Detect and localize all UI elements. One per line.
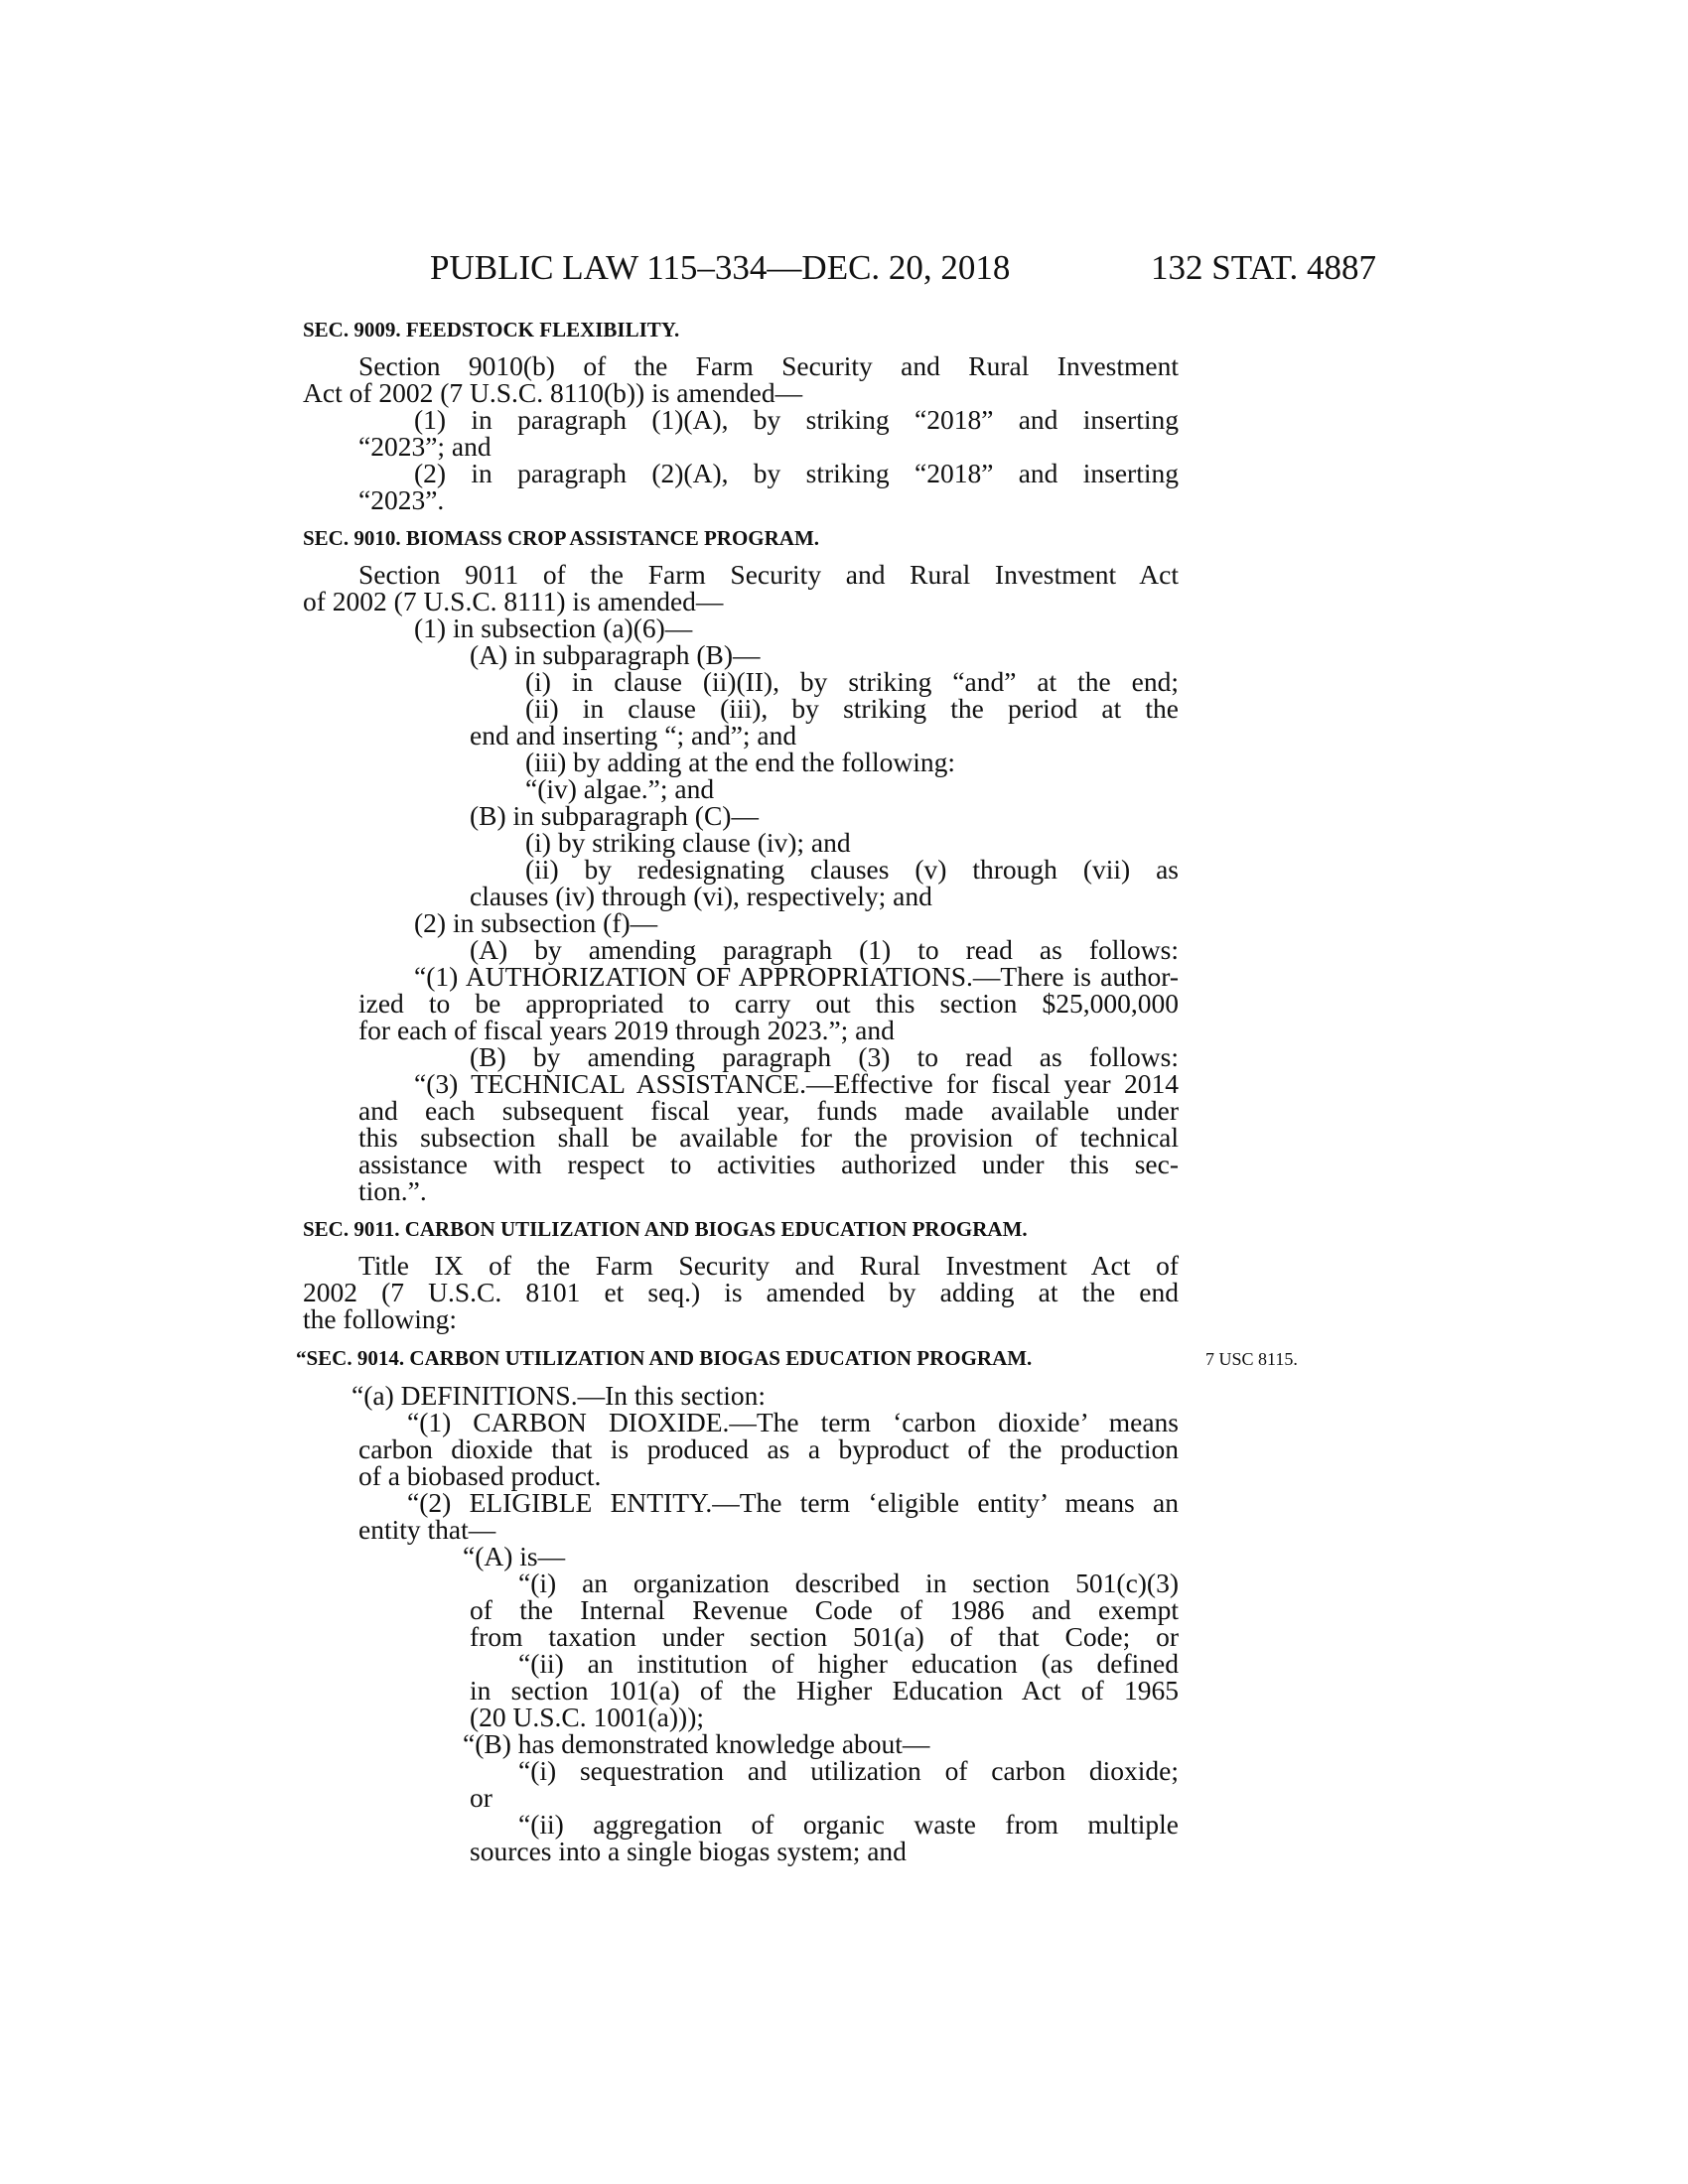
text-line: “(i) sequestration and utilization of carbon dioxide; — [518, 1755, 1179, 1786]
text-line: (iii) by adding at the end the following: — [525, 747, 956, 777]
text-line: “(ii) aggregation of organic waste from multiple — [518, 1809, 1179, 1840]
text-line: “(iv) algae.”; and — [525, 773, 715, 804]
text-line: (i) in clause (ii)(II), by striking “and” at the end; — [525, 666, 1179, 697]
text-line: Section 9010(b) of the Farm Security and Rural Investment — [358, 350, 1179, 381]
text-line: (A) in subparagraph (B)— — [470, 639, 761, 670]
running-header-law: PUBLIC LAW 115–334—DEC. 20, 2018 — [430, 248, 1011, 287]
text-line: Title IX of the Farm Security and Rural Investment Act of — [358, 1250, 1179, 1281]
text-line: “(2) ELIGIBLE ENTITY.—The term ‘eligible entity’ means an — [407, 1487, 1179, 1518]
text-line: or — [470, 1782, 492, 1813]
text-line: “2023”. — [358, 484, 445, 515]
text-line: end and inserting “; and”; and — [470, 720, 797, 751]
text-line: Section 9011 of the Farm Security and Rural Investment Act — [358, 559, 1179, 590]
text-line: “(i) an organization described in section 501(c)(3) — [518, 1568, 1179, 1598]
text-line: “(a) DEFINITIONS.—In this section: — [352, 1380, 766, 1411]
text-line: clauses (iv) through (vi), respectively; and — [470, 881, 932, 911]
text-line: Act of 2002 (7 U.S.C. 8110(b)) is amended— — [303, 377, 803, 408]
text-line: “(1) AUTHORIZATION OF APPROPRIATIONS.—There is author- — [414, 961, 1179, 992]
text-line: assistance with respect to activities authorized under this sec- — [358, 1149, 1179, 1179]
text-line: (i) by striking clause (iv); and — [525, 827, 851, 858]
section-heading: SEC. 9011. CARBON UTILIZATION AND BIOGAS EDUCATION PROGRAM. — [303, 1217, 1028, 1241]
text-line: carbon dioxide that is produced as a byproduct of the production — [358, 1433, 1179, 1464]
text-line: “(B) has demonstrated knowledge about— — [463, 1728, 930, 1759]
text-line: (20 U.S.C. 1001(a))); — [470, 1702, 705, 1732]
section-heading: “SEC. 9014. CARBON UTILIZATION AND BIOGAS EDUCATION PROGRAM. — [296, 1346, 1033, 1370]
text-line: (A) by amending paragraph (1) to read as follows: — [470, 934, 1179, 965]
text-line: “2023”; and — [358, 431, 492, 462]
text-line: and each subsequent fiscal year, funds made available under — [358, 1095, 1179, 1126]
running-header-stat: 132 STAT. 4887 — [1151, 248, 1376, 287]
text-line: of the Internal Revenue Code of 1986 and exempt — [470, 1594, 1179, 1625]
text-line: (2) in subsection (f)— — [414, 907, 658, 938]
text-line: sources into a single biogas system; and — [470, 1836, 907, 1866]
section-heading: SEC. 9010. BIOMASS CROP ASSISTANCE PROGRAM. — [303, 526, 820, 550]
text-line: (B) in subparagraph (C)— — [470, 800, 759, 831]
text-line: this subsection shall be available for the provision of technical — [358, 1122, 1179, 1153]
text-line: entity that— — [358, 1514, 496, 1545]
text-line: “(1) CARBON DIOXIDE.—The term ‘carbon dioxide’ means — [407, 1407, 1179, 1437]
text-line: (1) in subsection (a)(6)— — [414, 613, 693, 643]
section-heading: SEC. 9009. FEEDSTOCK FLEXIBILITY. — [303, 318, 680, 341]
text-line: (B) by amending paragraph (3) to read as follows: — [470, 1041, 1179, 1072]
text-line: (ii) in clause (iii), by striking the period at the — [525, 693, 1179, 724]
text-line: of 2002 (7 U.S.C. 8111) is amended— — [303, 586, 724, 616]
text-line: the following: — [303, 1303, 458, 1334]
text-line: ized to be appropriated to carry out this section $25,000,000 — [358, 988, 1179, 1019]
text-line: 2002 (7 U.S.C. 8101 et seq.) is amended by adding at the end — [303, 1277, 1179, 1307]
text-line: “(A) is— — [463, 1541, 566, 1571]
text-line: of a biobased product. — [358, 1460, 602, 1491]
text-line: for each of fiscal years 2019 through 2023.”; and — [358, 1015, 895, 1045]
margin-citation: 7 USC 8115. — [1205, 1349, 1298, 1369]
text-line: (ii) by redesignating clauses (v) through (vii) as — [525, 854, 1179, 885]
text-line: (1) in paragraph (1)(A), by striking “2018” and inserting — [414, 404, 1179, 435]
text-line: (2) in paragraph (2)(A), by striking “2018” and inserting — [414, 458, 1179, 488]
text-line: tion.”. — [358, 1175, 427, 1206]
text-line: from taxation under section 501(a) of that Code; or — [470, 1621, 1179, 1652]
text-line: “(3) TECHNICAL ASSISTANCE.—Effective for fiscal year 2014 — [414, 1068, 1179, 1099]
text-line: in section 101(a) of the Higher Education Act of 1965 — [470, 1675, 1179, 1706]
text-line: “(ii) an institution of higher education (as defined — [518, 1648, 1179, 1679]
